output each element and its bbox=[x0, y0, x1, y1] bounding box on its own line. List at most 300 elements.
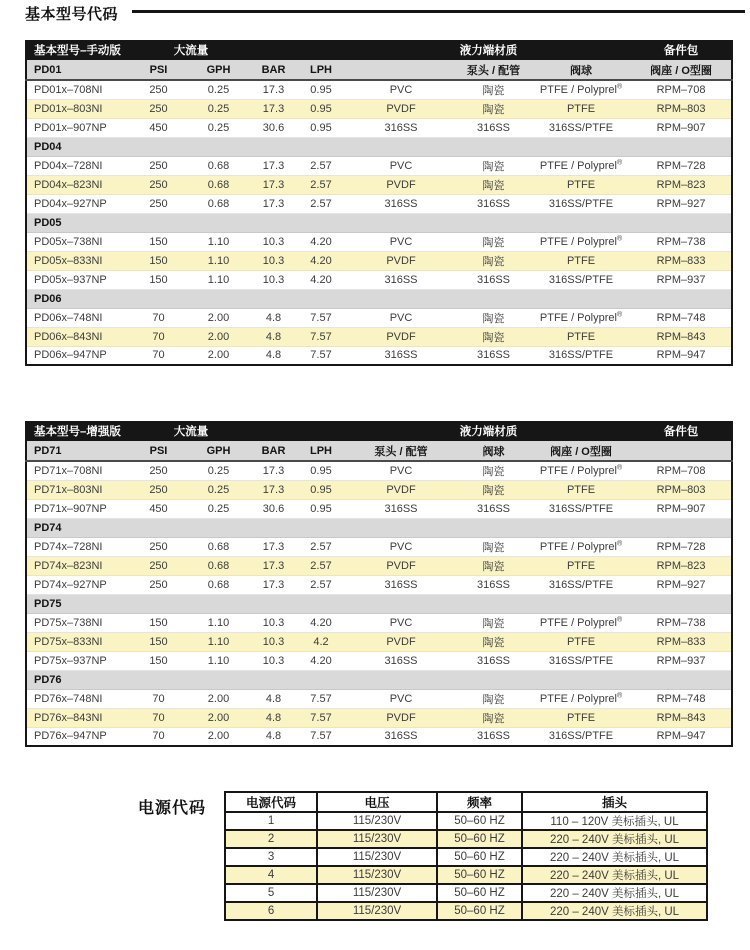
cell-parts-kit: RPM–728 bbox=[631, 537, 732, 556]
header-materials: 液力端材质 bbox=[346, 40, 631, 60]
col-header-parts-kit bbox=[631, 441, 732, 461]
cell-parts-kit: RPM–748 bbox=[631, 689, 732, 708]
cell-bar: 4.8 bbox=[251, 689, 296, 708]
cell-lph: 4.20 bbox=[296, 270, 346, 289]
cell-valve-ball: 陶瓷 bbox=[456, 156, 531, 175]
cell-model: PD75x–738NI bbox=[26, 613, 131, 632]
cell-valve-seat: PTFE / Polyprel® bbox=[531, 461, 631, 480]
cell-model: PD74x–927NP bbox=[26, 575, 131, 594]
cell-lph: 2.57 bbox=[296, 156, 346, 175]
cell-psi: 250 bbox=[131, 175, 186, 194]
cell-parts-kit: RPM–708 bbox=[631, 80, 732, 99]
cell-gph: 0.25 bbox=[186, 80, 251, 99]
cell-parts-kit: RPM–907 bbox=[631, 499, 732, 518]
header-kit: 备件包 bbox=[631, 421, 732, 441]
col-header-psi: PSI bbox=[131, 441, 186, 461]
cell-lph: 4.2 bbox=[296, 632, 346, 651]
model-row bbox=[26, 118, 732, 137]
cell-gph: 2.00 bbox=[186, 308, 251, 327]
cell-power-code: 2 bbox=[225, 830, 317, 848]
cell-parts-kit: RPM–708 bbox=[631, 461, 732, 480]
cell-model: PD76x–947NP bbox=[26, 727, 131, 746]
cell-gph: 1.10 bbox=[186, 632, 251, 651]
cell-gph: 0.25 bbox=[186, 499, 251, 518]
cell-valve-ball: 316SS bbox=[456, 575, 531, 594]
cell-lph: 2.57 bbox=[296, 194, 346, 213]
col-header-model: PD71 bbox=[26, 441, 131, 461]
cell-parts-kit: RPM–843 bbox=[631, 327, 732, 346]
cell-psi: 70 bbox=[131, 708, 186, 727]
cell-parts-kit: RPM–748 bbox=[631, 308, 732, 327]
cell-valve-seat: PTFE bbox=[531, 480, 631, 499]
cell-model: PD74x–728NI bbox=[26, 537, 131, 556]
col-header-lph: LPH bbox=[296, 60, 346, 80]
col-header-gph: GPH bbox=[186, 60, 251, 80]
cell-lph: 2.57 bbox=[296, 556, 346, 575]
series-section-row bbox=[26, 594, 732, 613]
header-spacer bbox=[251, 40, 346, 60]
cell-psi: 250 bbox=[131, 480, 186, 499]
cell-bar: 17.3 bbox=[251, 575, 296, 594]
model-row bbox=[26, 556, 732, 575]
cell-gph: 0.25 bbox=[186, 480, 251, 499]
cell-pump-head: PVC bbox=[346, 537, 456, 556]
cell-gph: 0.68 bbox=[186, 175, 251, 194]
cell-parts-kit: RPM–947 bbox=[631, 727, 732, 746]
cell-model: PD71x–708NI bbox=[26, 461, 131, 480]
cell-frequency: 50–60 HZ bbox=[437, 866, 522, 884]
model-row bbox=[26, 480, 732, 499]
cell-frequency: 50–60 HZ bbox=[437, 812, 522, 830]
cell-power-code: 6 bbox=[225, 902, 317, 920]
cell-bar: 17.3 bbox=[251, 556, 296, 575]
cell-valve-ball: 陶瓷 bbox=[456, 99, 531, 118]
header-spacer bbox=[251, 421, 346, 441]
cell-lph: 2.57 bbox=[296, 175, 346, 194]
cell-valve-seat: PTFE / Polyprel® bbox=[531, 689, 631, 708]
cell-parts-kit: RPM–947 bbox=[631, 346, 732, 365]
cell-psi: 250 bbox=[131, 99, 186, 118]
cell-plug: 220 – 240V 美标插头, UL bbox=[522, 884, 707, 902]
cell-valve-seat: 316SS/PTFE bbox=[531, 575, 631, 594]
cell-parts-kit: RPM–937 bbox=[631, 270, 732, 289]
header-plug: 插头 bbox=[522, 792, 707, 812]
cell-pump-head: PVC bbox=[346, 689, 456, 708]
model-row bbox=[26, 575, 732, 594]
cell-gph: 0.25 bbox=[186, 99, 251, 118]
cell-valve-ball: 陶瓷 bbox=[456, 689, 531, 708]
cell-valve-seat: PTFE bbox=[531, 556, 631, 575]
cell-valve-seat: 316SS/PTFE bbox=[531, 727, 631, 746]
cell-pump-head: PVDF bbox=[346, 632, 456, 651]
header-voltage: 电压 bbox=[317, 792, 437, 812]
cell-lph: 4.20 bbox=[296, 613, 346, 632]
cell-parts-kit: RPM–728 bbox=[631, 156, 732, 175]
header-frequency: 频率 bbox=[437, 792, 522, 812]
cell-pump-head: PVDF bbox=[346, 99, 456, 118]
cell-model: PD01x–803NI bbox=[26, 99, 131, 118]
cell-psi: 150 bbox=[131, 632, 186, 651]
cell-gph: 0.25 bbox=[186, 461, 251, 480]
cell-valve-ball: 陶瓷 bbox=[456, 80, 531, 99]
cell-psi: 150 bbox=[131, 251, 186, 270]
model-row bbox=[26, 99, 732, 118]
cell-lph: 4.20 bbox=[296, 651, 346, 670]
cell-bar: 17.3 bbox=[251, 537, 296, 556]
series-section-row bbox=[26, 137, 732, 156]
cell-pump-head: PVDF bbox=[346, 480, 456, 499]
cell-pump-head: PVC bbox=[346, 613, 456, 632]
cell-psi: 150 bbox=[131, 270, 186, 289]
cell-lph: 7.57 bbox=[296, 346, 346, 365]
cell-lph: 0.95 bbox=[296, 480, 346, 499]
col-header-model: PD01 bbox=[26, 60, 131, 80]
cell-valve-seat: PTFE / Polyprel® bbox=[531, 613, 631, 632]
cell-model: PD71x–803NI bbox=[26, 480, 131, 499]
model-row bbox=[26, 175, 732, 194]
cell-lph: 7.57 bbox=[296, 689, 346, 708]
cell-model: PD04x–823NI bbox=[26, 175, 131, 194]
cell-valve-ball: 316SS bbox=[456, 118, 531, 137]
series-label: PD74 bbox=[26, 518, 732, 537]
cell-valve-ball: 陶瓷 bbox=[456, 308, 531, 327]
model-row bbox=[26, 499, 732, 518]
col-header-psi: PSI bbox=[131, 60, 186, 80]
cell-frequency: 50–60 HZ bbox=[437, 884, 522, 902]
power-section-label: 电源代码 bbox=[138, 800, 207, 817]
series-section-row bbox=[26, 213, 732, 232]
cell-valve-ball: 316SS bbox=[456, 346, 531, 365]
cell-model: PD04x–927NP bbox=[26, 194, 131, 213]
cell-psi: 70 bbox=[131, 327, 186, 346]
cell-valve-seat: PTFE bbox=[531, 251, 631, 270]
cell-lph: 7.57 bbox=[296, 327, 346, 346]
model-row bbox=[26, 270, 732, 289]
cell-voltage: 115/230V bbox=[317, 830, 437, 848]
cell-voltage: 115/230V bbox=[317, 866, 437, 884]
cell-parts-kit: RPM–833 bbox=[631, 251, 732, 270]
cell-parts-kit: RPM–833 bbox=[631, 632, 732, 651]
power-row bbox=[225, 902, 707, 920]
cell-bar: 4.8 bbox=[251, 708, 296, 727]
cell-bar: 30.6 bbox=[251, 499, 296, 518]
cell-valve-ball: 陶瓷 bbox=[456, 708, 531, 727]
cell-gph: 0.68 bbox=[186, 556, 251, 575]
cell-valve-seat: PTFE / Polyprel® bbox=[531, 537, 631, 556]
cell-bar: 17.3 bbox=[251, 156, 296, 175]
cell-gph: 1.10 bbox=[186, 651, 251, 670]
cell-valve-ball: 陶瓷 bbox=[456, 480, 531, 499]
cell-gph: 1.10 bbox=[186, 232, 251, 251]
cell-model: PD04x–728NI bbox=[26, 156, 131, 175]
model-row bbox=[26, 327, 732, 346]
cell-psi: 70 bbox=[131, 727, 186, 746]
header-model-group: 基本型号–增强版 bbox=[26, 421, 131, 441]
col-header-valve-seat: 阀座 / O型圈 bbox=[531, 441, 631, 461]
power-row bbox=[225, 848, 707, 866]
col-header-parts-kit: 阀座 / O型圈 bbox=[631, 60, 732, 80]
cell-valve-seat: 316SS/PTFE bbox=[531, 346, 631, 365]
header-kit: 备件包 bbox=[631, 40, 732, 60]
cell-frequency: 50–60 HZ bbox=[437, 848, 522, 866]
cell-parts-kit: RPM–823 bbox=[631, 175, 732, 194]
power-row bbox=[225, 866, 707, 884]
model-row bbox=[26, 308, 732, 327]
header-power-code: 电源代码 bbox=[225, 792, 317, 812]
model-row bbox=[26, 251, 732, 270]
series-label: PD76 bbox=[26, 670, 732, 689]
cell-plug: 220 – 240V 美标插头, UL bbox=[522, 866, 707, 884]
cell-pump-head: PVDF bbox=[346, 251, 456, 270]
cell-valve-seat: PTFE / Polyprel® bbox=[531, 232, 631, 251]
cell-psi: 250 bbox=[131, 80, 186, 99]
cell-bar: 10.3 bbox=[251, 232, 296, 251]
cell-lph: 7.57 bbox=[296, 727, 346, 746]
cell-parts-kit: RPM–823 bbox=[631, 556, 732, 575]
cell-model: PD74x–823NI bbox=[26, 556, 131, 575]
cell-model: PD71x–907NP bbox=[26, 499, 131, 518]
cell-power-code: 4 bbox=[225, 866, 317, 884]
header-materials: 液力端材质 bbox=[346, 421, 631, 441]
header-flow: 大流量 bbox=[131, 421, 251, 441]
cell-parts-kit: RPM–803 bbox=[631, 480, 732, 499]
cell-pump-head: PVC bbox=[346, 308, 456, 327]
cell-pump-head: 316SS bbox=[346, 118, 456, 137]
cell-voltage: 115/230V bbox=[317, 812, 437, 830]
model-table-enhanced bbox=[25, 421, 733, 747]
cell-gph: 2.00 bbox=[186, 346, 251, 365]
cell-power-code: 3 bbox=[225, 848, 317, 866]
cell-model: PD05x–833NI bbox=[26, 251, 131, 270]
cell-gph: 0.68 bbox=[186, 156, 251, 175]
cell-gph: 0.68 bbox=[186, 537, 251, 556]
cell-psi: 150 bbox=[131, 613, 186, 632]
cell-gph: 0.68 bbox=[186, 575, 251, 594]
cell-pump-head: PVC bbox=[346, 156, 456, 175]
title-rule bbox=[132, 10, 745, 13]
cell-bar: 10.3 bbox=[251, 632, 296, 651]
table-header-row bbox=[26, 421, 732, 441]
col-header-pump-head bbox=[346, 60, 456, 80]
model-row bbox=[26, 651, 732, 670]
cell-bar: 17.3 bbox=[251, 99, 296, 118]
model-row bbox=[26, 346, 732, 365]
power-row bbox=[225, 812, 707, 830]
model-row bbox=[26, 727, 732, 746]
cell-lph: 7.57 bbox=[296, 708, 346, 727]
col-header-valve-ball: 泵头 / 配管 bbox=[456, 60, 531, 80]
model-row bbox=[26, 461, 732, 480]
cell-valve-seat: PTFE bbox=[531, 708, 631, 727]
cell-valve-ball: 陶瓷 bbox=[456, 537, 531, 556]
cell-plug: 110 – 120V 美标插头, UL bbox=[522, 812, 707, 830]
cell-valve-ball: 316SS bbox=[456, 194, 531, 213]
cell-bar: 17.3 bbox=[251, 194, 296, 213]
series-label: PD05 bbox=[26, 213, 732, 232]
cell-valve-seat: 316SS/PTFE bbox=[531, 194, 631, 213]
model-row bbox=[26, 537, 732, 556]
cell-valve-seat: PTFE bbox=[531, 632, 631, 651]
cell-gph: 0.25 bbox=[186, 118, 251, 137]
cell-model: PD75x–833NI bbox=[26, 632, 131, 651]
cell-valve-ball: 316SS bbox=[456, 270, 531, 289]
cell-psi: 70 bbox=[131, 346, 186, 365]
cell-parts-kit: RPM–937 bbox=[631, 651, 732, 670]
cell-bar: 10.3 bbox=[251, 613, 296, 632]
cell-model: PD76x–748NI bbox=[26, 689, 131, 708]
power-code-table bbox=[224, 791, 708, 921]
registered-mark: ® bbox=[616, 539, 623, 547]
cell-valve-ball: 316SS bbox=[456, 499, 531, 518]
cell-pump-head: PVDF bbox=[346, 175, 456, 194]
cell-gph: 2.00 bbox=[186, 708, 251, 727]
cell-parts-kit: RPM–907 bbox=[631, 118, 732, 137]
cell-pump-head: PVDF bbox=[346, 708, 456, 727]
cell-gph: 0.68 bbox=[186, 194, 251, 213]
cell-pump-head: 316SS bbox=[346, 270, 456, 289]
series-section-row bbox=[26, 289, 732, 308]
cell-pump-head: 316SS bbox=[346, 575, 456, 594]
cell-valve-seat: PTFE / Polyprel® bbox=[531, 308, 631, 327]
page-title-block bbox=[25, 4, 745, 22]
series-label: PD06 bbox=[26, 289, 732, 308]
cell-parts-kit: RPM–803 bbox=[631, 99, 732, 118]
cell-pump-head: PVDF bbox=[346, 556, 456, 575]
cell-power-code: 5 bbox=[225, 884, 317, 902]
cell-model: PD06x–843NI bbox=[26, 327, 131, 346]
cell-lph: 0.95 bbox=[296, 461, 346, 480]
cell-bar: 17.3 bbox=[251, 175, 296, 194]
cell-valve-seat: 316SS/PTFE bbox=[531, 651, 631, 670]
cell-psi: 250 bbox=[131, 461, 186, 480]
cell-psi: 70 bbox=[131, 308, 186, 327]
cell-bar: 10.3 bbox=[251, 270, 296, 289]
column-header-row bbox=[26, 60, 732, 80]
model-row bbox=[26, 232, 732, 251]
cell-gph: 2.00 bbox=[186, 327, 251, 346]
cell-psi: 250 bbox=[131, 537, 186, 556]
cell-pump-head: PVC bbox=[346, 232, 456, 251]
power-code-section bbox=[138, 791, 708, 921]
cell-pump-head: 316SS bbox=[346, 346, 456, 365]
cell-lph: 0.95 bbox=[296, 99, 346, 118]
series-section-row bbox=[26, 670, 732, 689]
series-label: PD04 bbox=[26, 137, 732, 156]
cell-lph: 4.20 bbox=[296, 232, 346, 251]
cell-valve-ball: 陶瓷 bbox=[456, 232, 531, 251]
cell-pump-head: PVC bbox=[346, 80, 456, 99]
cell-bar: 17.3 bbox=[251, 480, 296, 499]
cell-valve-seat: PTFE bbox=[531, 327, 631, 346]
cell-valve-ball: 316SS bbox=[456, 727, 531, 746]
cell-valve-ball: 陶瓷 bbox=[456, 461, 531, 480]
cell-model: PD75x–937NP bbox=[26, 651, 131, 670]
cell-lph: 0.95 bbox=[296, 80, 346, 99]
col-header-lph: LPH bbox=[296, 441, 346, 461]
model-row bbox=[26, 80, 732, 99]
registered-mark: ® bbox=[616, 158, 623, 166]
cell-parts-kit: RPM–738 bbox=[631, 232, 732, 251]
cell-pump-head: PVC bbox=[346, 461, 456, 480]
cell-gph: 1.10 bbox=[186, 613, 251, 632]
cell-psi: 250 bbox=[131, 194, 186, 213]
cell-lph: 0.95 bbox=[296, 118, 346, 137]
cell-psi: 150 bbox=[131, 651, 186, 670]
cell-parts-kit: RPM–927 bbox=[631, 575, 732, 594]
cell-parts-kit: RPM–843 bbox=[631, 708, 732, 727]
cell-valve-ball: 陶瓷 bbox=[456, 632, 531, 651]
cell-frequency: 50–60 HZ bbox=[437, 902, 522, 920]
table-header-row bbox=[26, 40, 732, 60]
cell-valve-seat: 316SS/PTFE bbox=[531, 270, 631, 289]
cell-lph: 7.57 bbox=[296, 308, 346, 327]
col-header-gph: GPH bbox=[186, 441, 251, 461]
power-header-row bbox=[225, 792, 707, 812]
cell-model: PD06x–748NI bbox=[26, 308, 131, 327]
cell-bar: 17.3 bbox=[251, 461, 296, 480]
cell-psi: 450 bbox=[131, 118, 186, 137]
cell-gph: 1.10 bbox=[186, 251, 251, 270]
cell-valve-seat: PTFE / Polyprel® bbox=[531, 156, 631, 175]
cell-valve-ball: 陶瓷 bbox=[456, 175, 531, 194]
cell-valve-ball: 陶瓷 bbox=[456, 556, 531, 575]
col-header-bar: BAR bbox=[251, 60, 296, 80]
cell-psi: 250 bbox=[131, 556, 186, 575]
cell-pump-head: 316SS bbox=[346, 727, 456, 746]
cell-lph: 2.57 bbox=[296, 575, 346, 594]
col-header-pump-head: 泵头 / 配管 bbox=[346, 441, 456, 461]
registered-mark: ® bbox=[616, 310, 623, 318]
column-header-row bbox=[26, 441, 732, 461]
cell-bar: 17.3 bbox=[251, 80, 296, 99]
model-row bbox=[26, 194, 732, 213]
header-model-group: 基本型号–手动版 bbox=[26, 40, 131, 60]
registered-mark: ® bbox=[616, 464, 623, 472]
cell-model: PD01x–708NI bbox=[26, 80, 131, 99]
cell-valve-seat: 316SS/PTFE bbox=[531, 118, 631, 137]
cell-pump-head: 316SS bbox=[346, 194, 456, 213]
cell-psi: 70 bbox=[131, 689, 186, 708]
cell-psi: 450 bbox=[131, 499, 186, 518]
series-section-row bbox=[26, 518, 732, 537]
registered-mark: ® bbox=[616, 83, 623, 91]
cell-valve-ball: 陶瓷 bbox=[456, 327, 531, 346]
cell-valve-seat: PTFE bbox=[531, 175, 631, 194]
cell-psi: 150 bbox=[131, 232, 186, 251]
cell-psi: 250 bbox=[131, 575, 186, 594]
cell-plug: 220 – 240V 美标插头, UL bbox=[522, 902, 707, 920]
cell-plug: 220 – 240V 美标插头, UL bbox=[522, 848, 707, 866]
registered-mark: ® bbox=[616, 615, 623, 623]
cell-model: PD05x–937NP bbox=[26, 270, 131, 289]
cell-model: PD01x–907NP bbox=[26, 118, 131, 137]
registered-mark: ® bbox=[616, 234, 623, 242]
header-flow: 大流量 bbox=[131, 40, 251, 60]
cell-valve-ball: 陶瓷 bbox=[456, 613, 531, 632]
cell-bar: 4.8 bbox=[251, 327, 296, 346]
col-header-valve-seat: 阀球 bbox=[531, 60, 631, 80]
model-row bbox=[26, 632, 732, 651]
model-row bbox=[26, 613, 732, 632]
cell-lph: 4.20 bbox=[296, 251, 346, 270]
cell-model: PD05x–738NI bbox=[26, 232, 131, 251]
cell-bar: 10.3 bbox=[251, 651, 296, 670]
cell-psi: 250 bbox=[131, 156, 186, 175]
cell-parts-kit: RPM–927 bbox=[631, 194, 732, 213]
model-table-manual bbox=[25, 40, 733, 366]
cell-valve-ball: 陶瓷 bbox=[456, 251, 531, 270]
cell-voltage: 115/230V bbox=[317, 902, 437, 920]
